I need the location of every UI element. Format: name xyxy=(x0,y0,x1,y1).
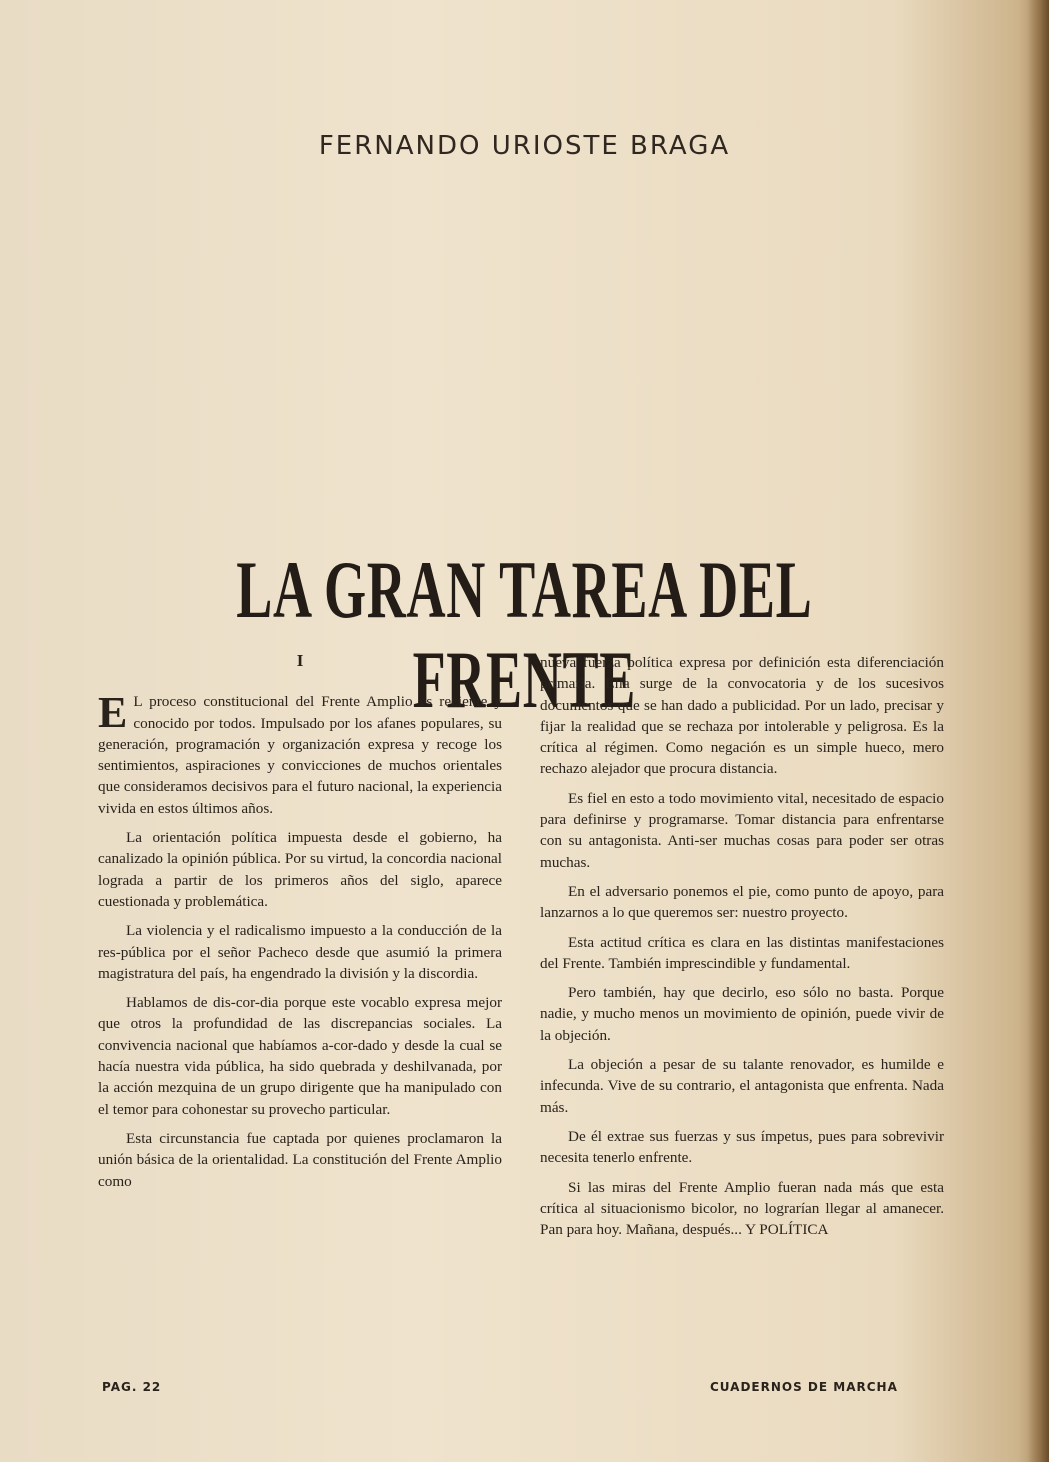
page-edge-shadow xyxy=(1027,0,1049,1462)
paragraph: Hablamos de dis-cor-dia porque este vocablo expresa mejor que otros la profundidad de las discrepancias sociales. La convivencia nacional que habíamos a-cor-dado y desde la cual se hacía nuestra vida pública, ha sido quebrada y deshilvanada, por la acción mezquina de un grupo dirigente que ha manipulado con el temor para cohonestar su provecho particular. xyxy=(98,994,502,1118)
paragraph xyxy=(98,688,502,819)
left-column xyxy=(98,650,502,1200)
paragraph: nueva fuerza política expresa por definición esta diferenciación primaria. Ella surge de la convocatoria y de los sucesivos documentos que se han dado a publicidad. Por un lado, precisar y fijar la realidad que se rechaza por intolerable y peligrosa. Es la crítica al régimen. Como negación es un simple hueco, mero rechazo alejador que procura distancia. xyxy=(540,654,944,778)
paragraph: La violencia y el radicalismo impuesto a la conducción de la res-pública por el señor Pacheco desde que asumió la primera magistratura del país, ha engendrado la división y la discordia. xyxy=(98,922,502,982)
author-name: FERNANDO URIOSTE BRAGA xyxy=(318,131,731,161)
right-column xyxy=(540,652,944,1248)
paragraph: En el adversario ponemos el pie, como punto de apoyo, para lanzarnos a lo que queremos ser: nuestro proyecto. xyxy=(540,882,944,922)
paragraph: Esta actitud crítica es clara en las distintas manifestaciones del Frente. También imprescindible y fundamental. xyxy=(540,933,944,972)
paragraph: Esta circunstancia fue captada por quienes proclamaron la unión básica de la orientalidad. La constitución del Frente Amplio como xyxy=(98,1129,502,1190)
paragraph: Pero también, hay que decirlo, eso sólo no basta. Porque nadie, y mucho menos un movimiento de opinión, puede vivir de la objeción. xyxy=(540,984,944,1044)
paragraph: De él extrae sus fuerzas y sus ímpetus, pues para sobrevivir necesita tenerlo enfrente. xyxy=(540,1127,944,1167)
paragraph: Si las miras del Frente Amplio fueran nada más que esta crítica al situacionismo bicolor, no lograrían llegar al amanecer. Pan para hoy. Mañana, después... Y POLÍTICA xyxy=(540,1178,944,1239)
paragraph: La orientación política impuesta desde el gobierno, ha canalizado la opinión pública. Por su virtud, la concordia nacional lograda a partir de los primeros años del siglo, aparece cuestionada y problemática. xyxy=(98,829,502,910)
paragraph: La objeción a pesar de su talante renovador, es humilde e infecunda. Vive de su contrario, el antagonista que enfrenta. Nada más. xyxy=(540,1056,944,1116)
section-number: I xyxy=(296,651,304,670)
drop-cap: E xyxy=(98,688,128,738)
article-headline: LA GRAN TAREA DEL FRENTE xyxy=(236,544,813,725)
paragraph-text: L proceso constitucional del Frente Amplio es reciente y conocido por todos. Impulsado por los afanes populares, su generación, programación y organización expresa y recoge los sentimientos, aspiraciones y convicciones de muchos orientales que consideramos decisivos para el futuro nacional, la experiencia vivida en estos últimos años. xyxy=(98,693,502,817)
page-number: PAG. 22 xyxy=(102,1380,162,1394)
publication-name: CUADERNOS DE MARCHA xyxy=(710,1380,898,1394)
paragraph: Es fiel en esto a todo movimiento vital, necesitado de espacio para definirse y programarse. Tomar distancia para enfrentarse con su antagonista. Anti-ser muchas cosas para poder ser otras muchas. xyxy=(540,789,944,871)
